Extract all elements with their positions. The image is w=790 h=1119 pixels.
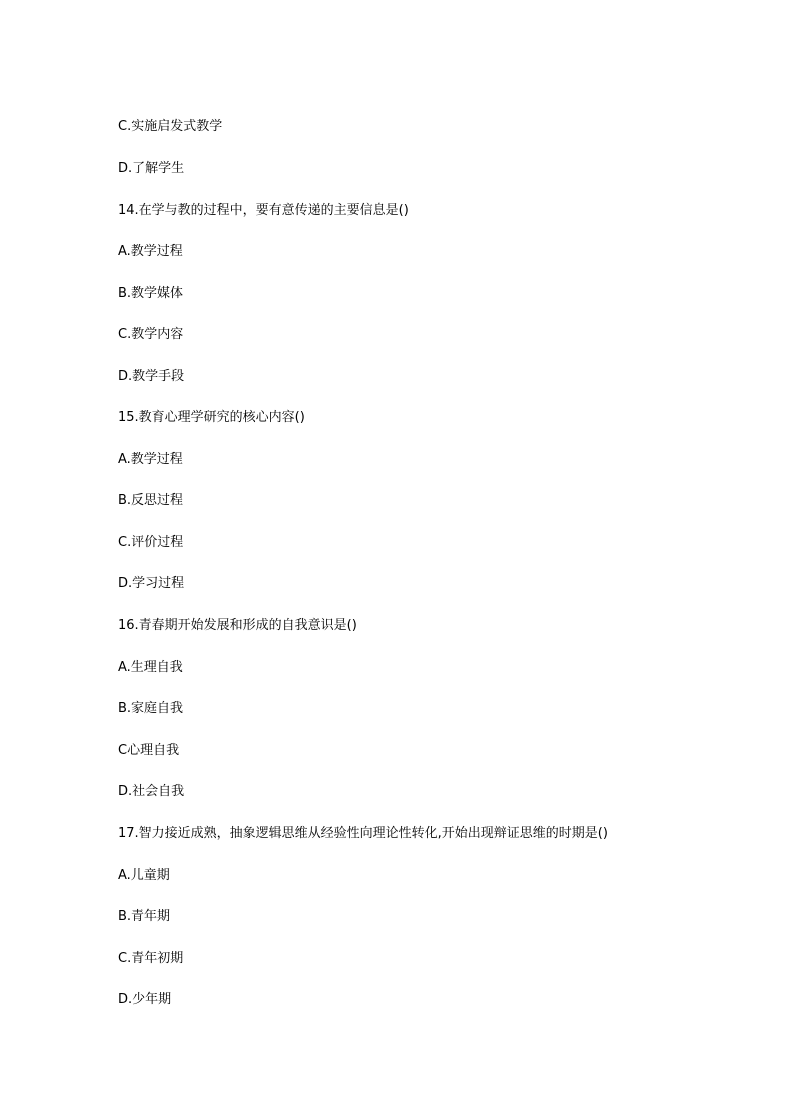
question-17-option-a: A.儿童期 — [118, 868, 170, 883]
question-16-option-a: A.生理自我 — [118, 660, 183, 675]
question-16-option-b: B.家庭自我 — [118, 701, 184, 716]
question-14: 14.在学与教的过程中，要有意传递的主要信息是() — [118, 203, 409, 218]
question-17-option-b: B.青年期 — [118, 909, 171, 924]
question-14-option-b: B.教学媒体 — [118, 286, 184, 301]
question-16: 16.青春期开始发展和形成的自我意识是() — [118, 618, 357, 633]
question-16-option-d: D.社会自我 — [118, 784, 185, 799]
option-d-line: D.了解学生 — [118, 161, 185, 176]
question-15-option-c: C.评价过程 — [118, 535, 184, 550]
question-15: 15.教育心理学研究的核心内容() — [118, 410, 305, 425]
question-16-option-c: C心理自我 — [118, 743, 180, 758]
question-17-option-d: D.少年期 — [118, 992, 172, 1007]
question-15-option-d: D.学习过程 — [118, 576, 185, 591]
question-17-option-c: C.青年初期 — [118, 951, 184, 966]
option-c-line: C.实施启发式教学 — [118, 119, 223, 134]
question-14-option-d: D.教学手段 — [118, 369, 185, 384]
question-14-option-c: C.教学内容 — [118, 327, 184, 342]
question-15-option-a: A.教学过程 — [118, 452, 183, 467]
question-14-option-a: A.教学过程 — [118, 244, 183, 259]
question-15-option-b: B.反思过程 — [118, 493, 184, 508]
question-17: 17.智力接近成熟，抽象逻辑思维从经验性向理论性转化,开始出现辩证思维的时期是() — [118, 826, 608, 841]
